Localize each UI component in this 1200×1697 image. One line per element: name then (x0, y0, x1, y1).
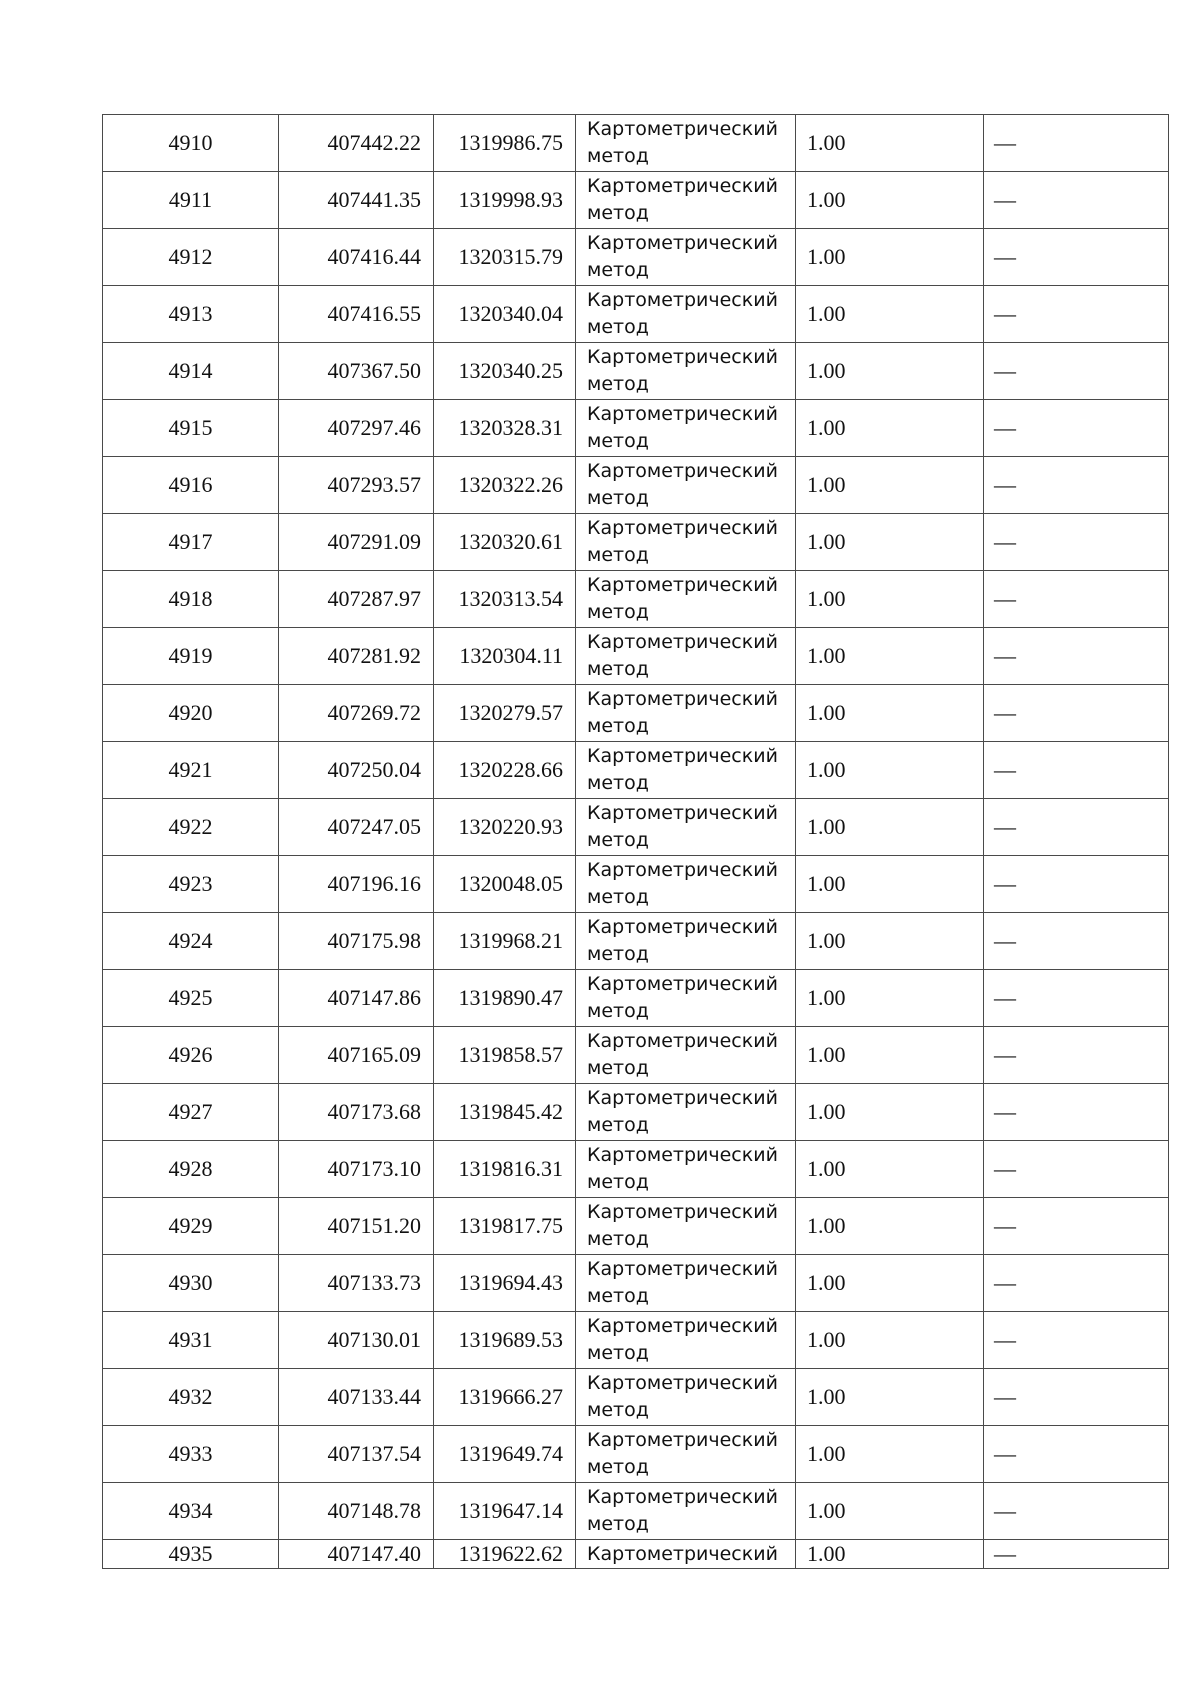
table-row (103, 1369, 1169, 1426)
y-coordinate-cell: 1319694.43 (434, 1255, 576, 1312)
table-row (103, 514, 1169, 571)
y-coordinate-cell: 1319890.47 (434, 970, 576, 1027)
description-cell: — (984, 628, 1169, 685)
point-number-cell: 4922 (103, 799, 279, 856)
table-row (103, 400, 1169, 457)
accuracy-cell: 1.00 (796, 1198, 984, 1255)
accuracy-cell: 1.00 (796, 286, 984, 343)
y-coordinate-cell: 1320279.57 (434, 685, 576, 742)
point-number-cell: 4914 (103, 343, 279, 400)
method-cell (576, 1426, 796, 1483)
description-cell: — (984, 856, 1169, 913)
x-coordinate-cell: 407196.16 (279, 856, 434, 913)
accuracy-cell: 1.00 (796, 628, 984, 685)
y-coordinate-cell: 1319968.21 (434, 913, 576, 970)
y-coordinate-cell: 1320340.25 (434, 343, 576, 400)
description-cell: — (984, 1483, 1169, 1540)
description-cell: — (984, 1255, 1169, 1312)
method-cell (576, 400, 796, 457)
point-number-cell: 4933 (103, 1426, 279, 1483)
description-cell: — (984, 742, 1169, 799)
table-row (103, 628, 1169, 685)
method-line-1: Картометрический (587, 346, 778, 368)
x-coordinate-cell: 407148.78 (279, 1483, 434, 1540)
x-coordinate-cell: 407133.44 (279, 1369, 434, 1426)
description-cell: — (984, 799, 1169, 856)
y-coordinate-cell: 1320228.66 (434, 742, 576, 799)
description-cell: — (984, 115, 1169, 172)
x-coordinate-cell: 407247.05 (279, 799, 434, 856)
point-number-cell: 4913 (103, 286, 279, 343)
method-line-2: метод (587, 544, 649, 566)
point-number-cell: 4932 (103, 1369, 279, 1426)
method-cell (576, 685, 796, 742)
method-cell (576, 343, 796, 400)
method-line-2: метод (587, 1513, 649, 1535)
table-row (103, 457, 1169, 514)
method-line-1: Картометрический (587, 175, 778, 197)
method-line-1: Картометрический (587, 1144, 778, 1166)
y-coordinate-cell: 1320315.79 (434, 229, 576, 286)
method-line-1: Картометрический (587, 1315, 778, 1337)
description-cell: — (984, 343, 1169, 400)
x-coordinate-cell: 407281.92 (279, 628, 434, 685)
method-line-1: Картометрический (587, 460, 778, 482)
method-line-1: Картометрический (587, 232, 778, 254)
table-body (103, 115, 1169, 1569)
x-coordinate-cell: 407416.44 (279, 229, 434, 286)
description-cell: — (984, 1027, 1169, 1084)
accuracy-cell: 1.00 (796, 115, 984, 172)
point-number-cell: 4934 (103, 1483, 279, 1540)
accuracy-cell: 1.00 (796, 172, 984, 229)
accuracy-cell: 1.00 (796, 799, 984, 856)
method-cell (576, 457, 796, 514)
method-cell (576, 286, 796, 343)
x-coordinate-cell: 407133.73 (279, 1255, 434, 1312)
method-line-2: метод (587, 1057, 649, 1079)
method-line-1: Картометрический (587, 1087, 778, 1109)
point-number-cell: 4916 (103, 457, 279, 514)
table-row (103, 1198, 1169, 1255)
method-line-2: метод (587, 1456, 649, 1478)
y-coordinate-cell: 1319622.62 (434, 1540, 576, 1569)
accuracy-cell: 1.00 (796, 1141, 984, 1198)
method-line-1: Картометрический (587, 631, 778, 653)
point-number-cell: 4927 (103, 1084, 279, 1141)
method-line-2: метод (587, 373, 649, 395)
x-coordinate-cell: 407416.55 (279, 286, 434, 343)
accuracy-cell: 1.00 (796, 1312, 984, 1369)
point-number-cell: 4921 (103, 742, 279, 799)
description-cell: — (984, 970, 1169, 1027)
method-cell (576, 1540, 796, 1569)
table-row (103, 856, 1169, 913)
table-row (103, 742, 1169, 799)
method-cell (576, 1084, 796, 1141)
method-line-1: Картометрический (587, 916, 778, 938)
point-number-cell: 4923 (103, 856, 279, 913)
point-number-cell: 4917 (103, 514, 279, 571)
accuracy-cell: 1.00 (796, 970, 984, 1027)
method-line-2: метод (587, 772, 649, 794)
table-row (103, 172, 1169, 229)
method-line-1: Картометрический (587, 574, 778, 596)
method-line-1: Картометрический (587, 1543, 778, 1565)
table-row (103, 1084, 1169, 1141)
method-line-1: Картометрический (587, 859, 778, 881)
method-line-2: метод (587, 1114, 649, 1136)
x-coordinate-cell: 407173.10 (279, 1141, 434, 1198)
x-coordinate-cell: 407147.86 (279, 970, 434, 1027)
x-coordinate-cell: 407442.22 (279, 115, 434, 172)
method-line-2: метод (587, 943, 649, 965)
method-line-1: Картометрический (587, 517, 778, 539)
y-coordinate-cell: 1319647.14 (434, 1483, 576, 1540)
accuracy-cell: 1.00 (796, 1369, 984, 1426)
x-coordinate-cell: 407287.97 (279, 571, 434, 628)
table-row (103, 1141, 1169, 1198)
description-cell: — (984, 1141, 1169, 1198)
y-coordinate-cell: 1320304.11 (434, 628, 576, 685)
x-coordinate-cell: 407297.46 (279, 400, 434, 457)
y-coordinate-cell: 1320340.04 (434, 286, 576, 343)
point-number-cell: 4931 (103, 1312, 279, 1369)
table-row (103, 1312, 1169, 1369)
description-cell: — (984, 1198, 1169, 1255)
point-number-cell: 4912 (103, 229, 279, 286)
x-coordinate-cell: 407250.04 (279, 742, 434, 799)
x-coordinate-cell: 407130.01 (279, 1312, 434, 1369)
method-line-2: метод (587, 430, 649, 452)
point-number-cell: 4915 (103, 400, 279, 457)
coordinates-table (102, 114, 1169, 1569)
accuracy-cell: 1.00 (796, 514, 984, 571)
method-line-1: Картометрический (587, 118, 778, 140)
table-row (103, 1255, 1169, 1312)
method-line-2: метод (587, 1000, 649, 1022)
method-line-2: метод (587, 829, 649, 851)
table-row (103, 1426, 1169, 1483)
point-number-cell: 4924 (103, 913, 279, 970)
description-cell: — (984, 1312, 1169, 1369)
y-coordinate-cell: 1320320.61 (434, 514, 576, 571)
accuracy-cell: 1.00 (796, 856, 984, 913)
point-number-cell: 4911 (103, 172, 279, 229)
method-cell (576, 1141, 796, 1198)
y-coordinate-cell: 1319689.53 (434, 1312, 576, 1369)
table-row (103, 913, 1169, 970)
table-row (103, 1540, 1169, 1569)
method-cell (576, 1483, 796, 1540)
y-coordinate-cell: 1319986.75 (434, 115, 576, 172)
table-row (103, 571, 1169, 628)
method-line-2: метод (587, 145, 649, 167)
method-cell (576, 571, 796, 628)
accuracy-cell: 1.00 (796, 1483, 984, 1540)
table-row (103, 229, 1169, 286)
table-row (103, 343, 1169, 400)
point-number-cell: 4920 (103, 685, 279, 742)
method-line-2: метод (587, 1399, 649, 1421)
method-line-2: метод (587, 259, 649, 281)
method-line-2: метод (587, 487, 649, 509)
y-coordinate-cell: 1319817.75 (434, 1198, 576, 1255)
point-number-cell: 4918 (103, 571, 279, 628)
method-cell (576, 172, 796, 229)
accuracy-cell: 1.00 (796, 457, 984, 514)
table-row (103, 1483, 1169, 1540)
method-cell (576, 742, 796, 799)
method-line-2: метод (587, 316, 649, 338)
x-coordinate-cell: 407165.09 (279, 1027, 434, 1084)
point-number-cell: 4910 (103, 115, 279, 172)
accuracy-cell: 1.00 (796, 1084, 984, 1141)
y-coordinate-cell: 1320328.31 (434, 400, 576, 457)
point-number-cell: 4930 (103, 1255, 279, 1312)
point-number-cell: 4925 (103, 970, 279, 1027)
x-coordinate-cell: 407173.68 (279, 1084, 434, 1141)
method-cell (576, 628, 796, 685)
x-coordinate-cell: 407175.98 (279, 913, 434, 970)
method-cell (576, 1312, 796, 1369)
table-row (103, 685, 1169, 742)
description-cell: — (984, 1084, 1169, 1141)
y-coordinate-cell: 1320220.93 (434, 799, 576, 856)
method-line-2: метод (587, 715, 649, 737)
method-line-1: Картометрический (587, 1372, 778, 1394)
x-coordinate-cell: 407147.40 (279, 1540, 434, 1569)
method-line-2: метод (587, 886, 649, 908)
method-line-1: Картометрический (587, 973, 778, 995)
x-coordinate-cell: 407367.50 (279, 343, 434, 400)
description-cell: — (984, 400, 1169, 457)
point-number-cell: 4928 (103, 1141, 279, 1198)
method-line-2: метод (587, 601, 649, 623)
method-line-1: Картометрический (587, 1030, 778, 1052)
accuracy-cell: 1.00 (796, 1255, 984, 1312)
method-cell (576, 913, 796, 970)
method-line-2: метод (587, 1171, 649, 1193)
y-coordinate-cell: 1320313.54 (434, 571, 576, 628)
description-cell: — (984, 286, 1169, 343)
accuracy-cell: 1.00 (796, 400, 984, 457)
method-line-1: Картометрический (587, 403, 778, 425)
method-cell (576, 1369, 796, 1426)
y-coordinate-cell: 1319998.93 (434, 172, 576, 229)
accuracy-cell: 1.00 (796, 571, 984, 628)
method-line-2: метод (587, 1342, 649, 1364)
method-line-2: метод (587, 202, 649, 224)
point-number-cell: 4926 (103, 1027, 279, 1084)
description-cell: — (984, 1426, 1169, 1483)
accuracy-cell: 1.00 (796, 1426, 984, 1483)
method-cell (576, 970, 796, 1027)
method-line-1: Картометрический (587, 1201, 778, 1223)
method-cell (576, 799, 796, 856)
method-line-2: метод (587, 658, 649, 680)
table-row (103, 1027, 1169, 1084)
accuracy-cell: 1.00 (796, 1540, 984, 1569)
method-cell (576, 1255, 796, 1312)
y-coordinate-cell: 1320048.05 (434, 856, 576, 913)
method-cell (576, 1198, 796, 1255)
table-row (103, 115, 1169, 172)
method-line-2: метод (587, 1228, 649, 1250)
point-number-cell: 4929 (103, 1198, 279, 1255)
description-cell: — (984, 1540, 1169, 1569)
method-line-2: метод (587, 1285, 649, 1307)
x-coordinate-cell: 407293.57 (279, 457, 434, 514)
accuracy-cell: 1.00 (796, 685, 984, 742)
accuracy-cell: 1.00 (796, 229, 984, 286)
x-coordinate-cell: 407151.20 (279, 1198, 434, 1255)
accuracy-cell: 1.00 (796, 343, 984, 400)
method-line-1: Картометрический (587, 688, 778, 710)
description-cell: — (984, 457, 1169, 514)
method-line-1: Картометрический (587, 1486, 778, 1508)
method-cell (576, 514, 796, 571)
y-coordinate-cell: 1319858.57 (434, 1027, 576, 1084)
accuracy-cell: 1.00 (796, 1027, 984, 1084)
method-line-1: Картометрический (587, 1258, 778, 1280)
accuracy-cell: 1.00 (796, 742, 984, 799)
description-cell: — (984, 685, 1169, 742)
point-number-cell: 4935 (103, 1540, 279, 1569)
method-cell (576, 1027, 796, 1084)
description-cell: — (984, 913, 1169, 970)
y-coordinate-cell: 1319816.31 (434, 1141, 576, 1198)
y-coordinate-cell: 1320322.26 (434, 457, 576, 514)
table-row (103, 799, 1169, 856)
accuracy-cell: 1.00 (796, 913, 984, 970)
description-cell: — (984, 229, 1169, 286)
method-cell (576, 229, 796, 286)
table-row (103, 286, 1169, 343)
point-number-cell: 4919 (103, 628, 279, 685)
method-line-1: Картометрический (587, 802, 778, 824)
method-line-1: Картометрический (587, 745, 778, 767)
x-coordinate-cell: 407137.54 (279, 1426, 434, 1483)
table-row (103, 970, 1169, 1027)
method-line-1: Картометрический (587, 1429, 778, 1451)
x-coordinate-cell: 407269.72 (279, 685, 434, 742)
y-coordinate-cell: 1319649.74 (434, 1426, 576, 1483)
method-cell (576, 115, 796, 172)
description-cell: — (984, 172, 1169, 229)
x-coordinate-cell: 407441.35 (279, 172, 434, 229)
description-cell: — (984, 1369, 1169, 1426)
x-coordinate-cell: 407291.09 (279, 514, 434, 571)
description-cell: — (984, 571, 1169, 628)
method-line-1: Картометрический (587, 289, 778, 311)
y-coordinate-cell: 1319666.27 (434, 1369, 576, 1426)
method-cell (576, 856, 796, 913)
description-cell: — (984, 514, 1169, 571)
y-coordinate-cell: 1319845.42 (434, 1084, 576, 1141)
